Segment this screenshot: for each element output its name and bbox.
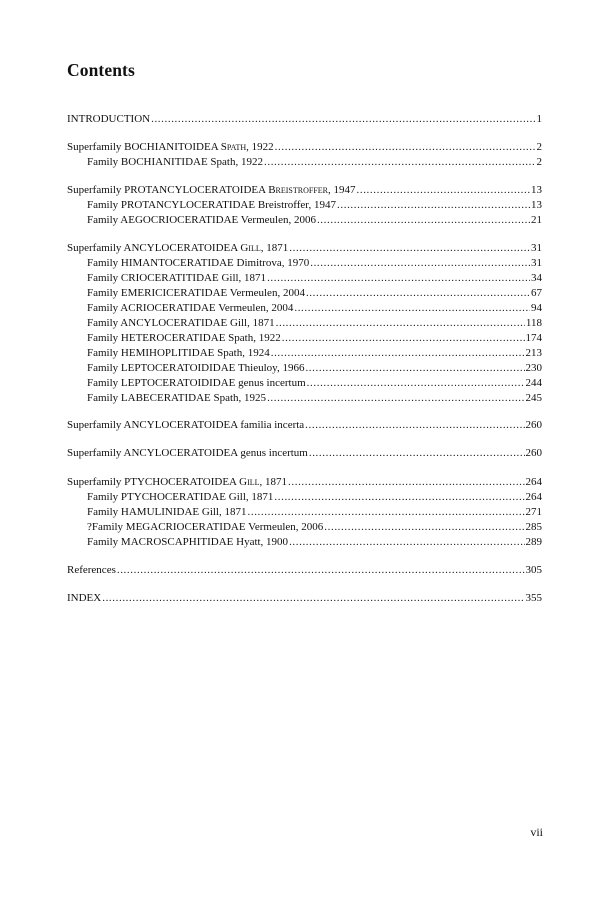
entry-label [67,183,356,198]
entry-label: Family ACRIOCERATIDAE Vermeulen, 2004 [87,302,294,314]
toc-entry-section [67,418,542,433]
entry-page-number: 271 [525,506,542,518]
toc-entry-family [87,271,542,286]
dot-leader [264,155,536,170]
dot-leader [294,301,530,316]
dot-leader [271,346,525,361]
table-of-contents [67,0,542,900]
entry-page-number: 244 [525,377,542,389]
toc-entry-family [87,391,542,406]
entry-label: Family CRIOCERATITIDAE Gill, 1871 [87,272,267,284]
entry-author: Gill [240,242,261,254]
entry-page-number: 260 [525,447,542,459]
toc-entry-section [67,563,542,578]
dot-leader [248,505,525,520]
entry-label [67,475,287,490]
dot-leader [267,391,524,406]
toc-entry-section [67,446,542,461]
dot-leader [357,183,531,198]
entry-label: Family HAMULINIDAE Gill, 1871 [87,506,247,518]
entry-page-number: 264 [525,491,542,503]
dot-leader [267,271,530,286]
entry-page-number: 230 [525,362,542,374]
entry-label: Family EMERICICERATIDAE Vermeulen, 2004 [87,287,305,299]
dot-leader [288,475,524,490]
entry-author: Breistroffer [268,184,328,196]
dot-leader [310,256,530,271]
entry-page-number: 305 [525,564,542,576]
dot-leader [274,490,524,505]
entry-label: Family PTYCHOCERATIDAE Gill, 1871 [87,491,274,503]
entry-label: Family BOCHIANITIDAE Spath, 1922 [87,156,263,168]
dot-leader [275,140,536,155]
dot-leader [151,112,535,127]
toc-entry-family [87,505,542,520]
entry-label [67,241,288,256]
dot-leader [305,418,524,433]
entry-page-number: 31 [531,242,542,254]
entry-page-number: 21 [531,214,542,226]
toc-entry-family [87,256,542,271]
toc-entry-family [87,331,542,346]
entry-page-number: 213 [525,347,542,359]
entry-label: Superfamily ANCYLOCERATOIDEA genus incertum [67,447,308,459]
toc-entry-family [87,155,542,170]
dot-leader [306,286,530,301]
entry-page-number: 94 [531,302,542,314]
entry-label: Family LEPTOCERATOIDIDAE Thieuloy, 1966 [87,362,305,374]
entry-page-number: 13 [531,199,542,211]
dot-leader [309,446,525,461]
toc-entry-family [87,376,542,391]
entry-page-number: 67 [531,287,542,299]
entry-label-prefix: Superfamily PROTANCYLOCERATOIDEA [67,184,269,196]
entry-page-number: 34 [531,272,542,284]
entry-label: Family HEMIHOPLITIDAE Spath, 1924 [87,347,270,359]
entry-label: Family LABECERATIDAE Spath, 1925 [87,392,267,404]
toc-entry-family [87,346,542,361]
entry-label: Family HETEROCERATIDAE Spath, 1922 [87,332,281,344]
entry-label: Family HIMANTOCERATIDAE Dimitrova, 1970 [87,257,310,269]
dot-leader [289,241,530,256]
dot-leader [324,520,524,535]
entry-author: Spath [220,141,247,153]
toc-entry-family [87,535,542,550]
toc-entry-family [87,213,542,228]
entry-label-prefix: Superfamily PTYCHOCERATOIDEA [67,476,240,488]
entry-label-suffix: , 1871 [259,476,288,488]
dot-leader [337,198,530,213]
entry-page-number: 2 [536,141,542,153]
entry-author: Gill [239,476,260,488]
page-number: vii [530,825,543,839]
toc-entry-family [87,198,542,213]
entry-label: Superfamily ANCYLOCERATOIDEA familia incerta [67,419,305,431]
dot-leader [117,563,525,578]
entry-label: Family LEPTOCERATOIDIDAE genus incertum [87,377,306,389]
entry-label: INDEX [67,592,102,604]
dot-leader [276,316,525,331]
entry-label: Family PROTANCYLOCERATIDAE Breistroffer, 1947 [87,199,337,211]
page-title: Contents [67,60,135,80]
dot-leader [282,331,525,346]
entry-page-number: 285 [525,521,542,533]
entry-page-number: 260 [525,419,542,431]
dot-leader [317,213,530,228]
entry-page-number: 31 [531,257,542,269]
entry-label: References [67,564,116,576]
entry-page-number: 13 [531,184,542,196]
toc-entry-family [87,316,542,331]
entry-label: INTRODUCTION [67,113,151,125]
toc-entry-section [67,591,542,606]
entry-label-prefix: Superfamily BOCHIANITOIDEA [67,141,221,153]
toc-entry-family [87,520,542,535]
dot-leader [289,535,524,550]
dot-leader [305,361,524,376]
toc-entry-section [67,112,542,127]
entry-page-number: 289 [525,536,542,548]
dot-leader [102,591,524,606]
entry-page-number: 2 [536,156,542,168]
entry-page-number: 245 [525,392,542,404]
entry-label-suffix: , 1947 [328,184,356,196]
entry-label: Family MACROSCAPHITIDAE Hyatt, 1900 [87,536,289,548]
toc-entry-section [67,475,542,490]
toc-entry-family [87,361,542,376]
entry-page-number: 1 [536,113,542,125]
toc-entry-section [67,140,542,155]
toc-entry-family [87,286,542,301]
entry-label-suffix: , 1871 [260,242,289,254]
toc-entry-family [87,301,542,316]
entry-label: Family ANCYLOCERATIDAE Gill, 1871 [87,317,275,329]
toc-entry-section [67,241,542,256]
entry-page-number: 355 [525,592,542,604]
toc-entry-family [87,490,542,505]
entry-label [67,140,274,155]
entry-page-number: 174 [525,332,542,344]
toc-entry-section [67,183,542,198]
entry-page-number: 118 [525,317,542,329]
entry-label: ?Family MEGACRIOCERATIDAE Vermeulen, 2006 [87,521,324,533]
entry-label: Family AEGOCRIOCERATIDAE Vermeulen, 2006 [87,214,316,226]
dot-leader [307,376,525,391]
entry-page-number: 264 [525,476,542,488]
entry-label-prefix: Superfamily ANCYLOCERATOIDEA [67,242,241,254]
entry-label-suffix: , 1922 [246,141,274,153]
